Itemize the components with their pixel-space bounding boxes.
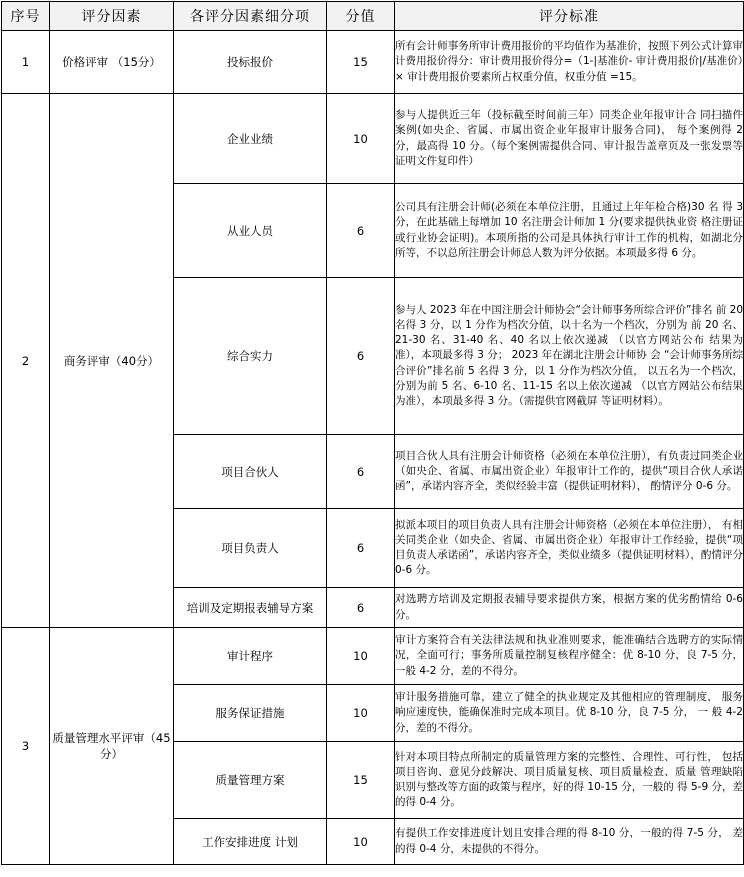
subitem-name: 质量管理方案 [174,742,327,819]
subitem-score: 6 [327,278,395,435]
subitem-name: 企业业绩 [174,94,327,184]
subitem-score: 6 [327,588,395,628]
subitem-name: 项目负责人 [174,509,327,588]
subitem-name: 从业人员 [174,184,327,278]
subitem-criteria: 审计服务措施可靠，建立了健全的执业规定及其他相应的管理制度， 服务响应速度快，能确保准时完成本项目。优 8-10 分，良 7-5 分， 一 般 4-2 分，差的不得分。 [395,685,744,742]
group-index: 2 [2,94,50,628]
subitem-criteria: 对选聘方培训及定期报表辅导要求提供方案，根据方案的优劣酌情给 0-6 分。 [395,588,744,628]
group-factor: 质量管理水平评审（45分） [50,628,174,865]
header-index: 序号 [2,2,50,31]
subitem-criteria: 公司具有注册会计师(必须在本单位注册，且通过上年年检合格)30 名 得 3 分，在此基础上每增加 10 名注册会计师加 1 分(要求提供执业资 格注册证或行业协会证明)。本项所指的公司是具体执行审计工作的机构，如湖北分所等，不以总所注册会计师总人数为评分依据。本项最多得 6 分。 [395,184,744,278]
subitem-criteria: 参与人 2023 年在中国注册会计师协会“会计师事务所综合评价”排名 前 20 名得 3 分，以 1 分作为档次分值，以十名为一个档次，分别为 前 20 名、21-30 名、31-40 名、40 名以上依次递减 （以官方网站公布 结果为准），本项最多得 3 分； 2023 年在湖北注册会计师协 会 “会计师事务所综合评价”排名前 5 名得 3 分，以 1 分作为档次分值， 以五名为一个档次，分别为前 5 名、6-10 名、11-15 名以上依次递减 （以官方网站公布结果为准），本项最多得 3 分。（需提供官网截屏 等证明材料）。 [395,278,744,435]
table-row [2,628,744,685]
table-row [2,94,744,184]
subitem-score: 15 [327,742,395,819]
subitem-criteria: 拟派本项目的项目负责人具有注册会计师资格（必须在本单位注册）， 有相关同类企业（如央企、省属、市属出资企业）年报审计工作经验，提供“项目负责人承诺函”，承诺内容齐全，类似业绩多（提供证明材料），酌情评分 0-6 分。 [395,509,744,588]
subitem-name: 综合实力 [174,278,327,435]
table-row [2,31,744,94]
group-factor: 价格评审 （15分） [50,31,174,94]
subitem-criteria: 针对本项目特点所制定的质量管理方案的完整性、合理性、可行性， 包括项目咨询、意见分歧解决、项目质量复核、项目质量检查、质量 管理缺陷识别与整改等方面的政策与程序，好的得 10-15 分，一般的 得 5-9 分，差的得 0-4 分。 [395,742,744,819]
subitem-score: 10 [327,819,395,865]
subitem-score: 6 [327,184,395,278]
subitem-criteria: 参与人提供近三年（投标截至时间前三年）同类企业年报审计合 同扫描件案例(如央企、省属、市属出资企业年报审计服务合同)， 每个案例得 2 分，最高得 10 分。（每个案例需提供合同、审计报告盖章页及一张发票等证明文件复印件） [395,94,744,184]
subitem-score: 6 [327,435,395,509]
header-subitem: 各评分因素细分项 [174,2,327,31]
subitem-criteria: 项目合伙人具有注册会计师资格（必须在本单位注册），有负责过同类企业（如央企、省属、市属出资企业）年报审计工作的，提供“项目合伙人承诺函”，承诺内容齐全，类似经验丰富（提供证明材料）， 酌情评分 0-6 分。 [395,435,744,509]
subitem-name: 工作安排进度 计划 [174,819,327,865]
subitem-score: 10 [327,94,395,184]
subitem-score: 10 [327,628,395,685]
subitem-criteria: 有提供工作安排进度计划且安排合理的得 8-10 分，一般的得 7-5 分， 差的得 0-4 分，未提供的不得分。 [395,819,744,865]
subitem-name: 审计程序 [174,628,327,685]
group-index: 1 [2,31,50,94]
subitem-criteria: 审计方案符合有关法律法规和执业准则要求，能准确结合选聘方的实际情况，全面可行；事务所质量控制复核程序健全：优 8-10 分，良 7-5 分，一般 4-2 分，差的不得分。 [395,628,744,685]
subitem-score: 6 [327,509,395,588]
header-factor: 评分因素 [50,2,174,31]
header-score: 分值 [327,2,395,31]
subitem-score: 15 [327,31,395,94]
subitem-name: 服务保证措施 [174,685,327,742]
header-row [2,2,744,31]
group-index: 3 [2,628,50,865]
subitem-score: 10 [327,685,395,742]
subitem-name: 项目合伙人 [174,435,327,509]
group-factor: 商务评审（40分） [50,94,174,628]
subitem-criteria: 所有会计师事务所审计费用报价的平均值作为基准价，按照下列公式计算审计费用报价得分：审计费用报价得分=（1-|基准价- 审计费用报价|/基准价）× 审计费用报价要素所占权重分值，权重分值 =15。 [395,31,744,94]
scoring-table [1,1,744,865]
subitem-name: 培训及定期报表辅导方案 [174,588,327,628]
subitem-name: 投标报价 [174,31,327,94]
header-criteria: 评分标准 [395,2,744,31]
